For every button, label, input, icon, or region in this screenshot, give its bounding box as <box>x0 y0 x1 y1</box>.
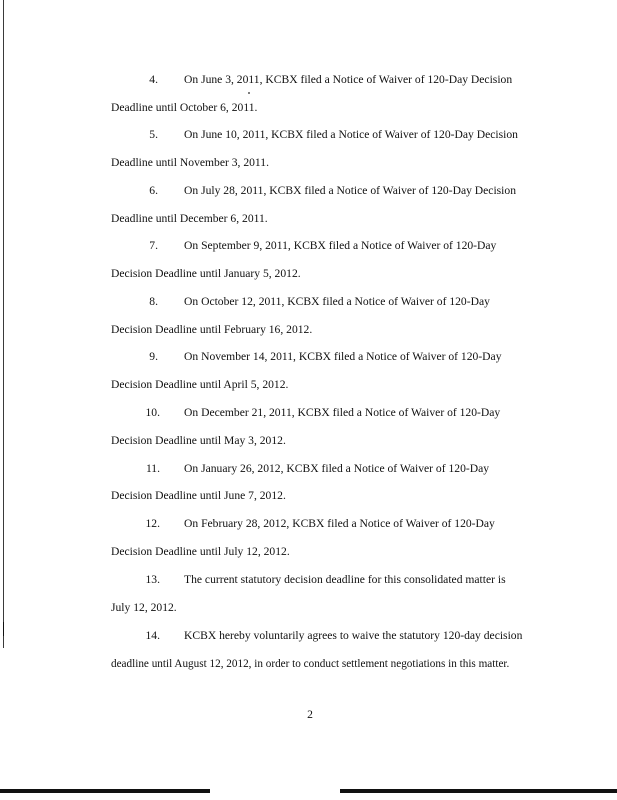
paragraph-line: On January 26, 2012, KCBX filed a Notice of Waiver of 120-Day <box>184 462 490 475</box>
paragraph-number: 11. <box>145 462 160 475</box>
page-number: 2 <box>307 708 313 721</box>
paragraph-line: Deadline until October 6, 2011. <box>111 101 258 114</box>
paragraph-line: Decision Deadline until January 5, 2012. <box>111 267 301 280</box>
scan-margin-tick <box>3 622 4 636</box>
paragraph-line: July 12, 2012. <box>111 601 177 614</box>
paragraph-line: Deadline until December 6, 2011. <box>111 212 268 225</box>
paragraph-line: On June 3, 2011, KCBX filed a Notice of Waiver of 120-Day Decision <box>184 73 513 86</box>
scan-footer-bar <box>0 789 210 793</box>
paragraph-number: 10. <box>145 406 160 419</box>
paragraph-line: On June 10, 2011, KCBX filed a Notice of Waiver of 120-Day Decision <box>184 128 518 141</box>
paragraph-line: Decision Deadline until May 3, 2012. <box>111 434 286 447</box>
scan-footer-bar <box>340 789 617 793</box>
paragraph-line: Deadline until November 3, 2011. <box>111 156 269 169</box>
paragraph-line: Decision Deadline until February 16, 2012. <box>111 323 313 336</box>
paragraph-number: 14. <box>145 629 160 642</box>
paragraph-line: KCBX hereby voluntarily agrees to waive the statutory 120-day decision <box>184 629 523 642</box>
paragraph-line: On December 21, 2011, KCBX filed a Notice of Waiver of 120-Day <box>184 406 501 419</box>
paragraph-line: On November 14, 2011, KCBX filed a Notice of Waiver of 120-Day <box>184 350 502 363</box>
paragraph-line: deadline until August 12, 2012, in order to conduct settlement negotiations in this matter. <box>111 658 510 670</box>
paragraph-line: On September 9, 2011, KCBX filed a Notice of Waiver of 120-Day <box>184 239 497 252</box>
paragraph-number: 13. <box>145 573 160 586</box>
paragraph-line: On February 28, 2012, KCBX filed a Notice of Waiver of 120-Day <box>184 517 495 530</box>
scan-margin-rule <box>3 0 4 648</box>
paragraph-number: 4. <box>149 73 158 86</box>
paragraph-line: Decision Deadline until June 7, 2012. <box>111 489 286 502</box>
paragraph-line: On October 12, 2011, KCBX filed a Notice of Waiver of 120-Day <box>184 295 490 308</box>
paragraph-number: 5. <box>149 128 158 141</box>
paragraph-line: On July 28, 2011, KCBX filed a Notice of Waiver of 120-Day Decision <box>184 184 517 197</box>
paragraph-line: Decision Deadline until July 12, 2012. <box>111 545 290 558</box>
paragraph-line: The current statutory decision deadline for this consolidated matter is <box>184 573 506 586</box>
paragraph-number: 6. <box>149 184 158 197</box>
paragraph-number: 7. <box>149 239 158 252</box>
paragraph-number: 8. <box>149 295 158 308</box>
paragraph-number: 12. <box>145 517 160 530</box>
paragraph-line: Decision Deadline until April 5, 2012. <box>111 378 289 391</box>
paragraph-number: 9. <box>149 350 158 363</box>
scan-speck <box>248 92 250 94</box>
